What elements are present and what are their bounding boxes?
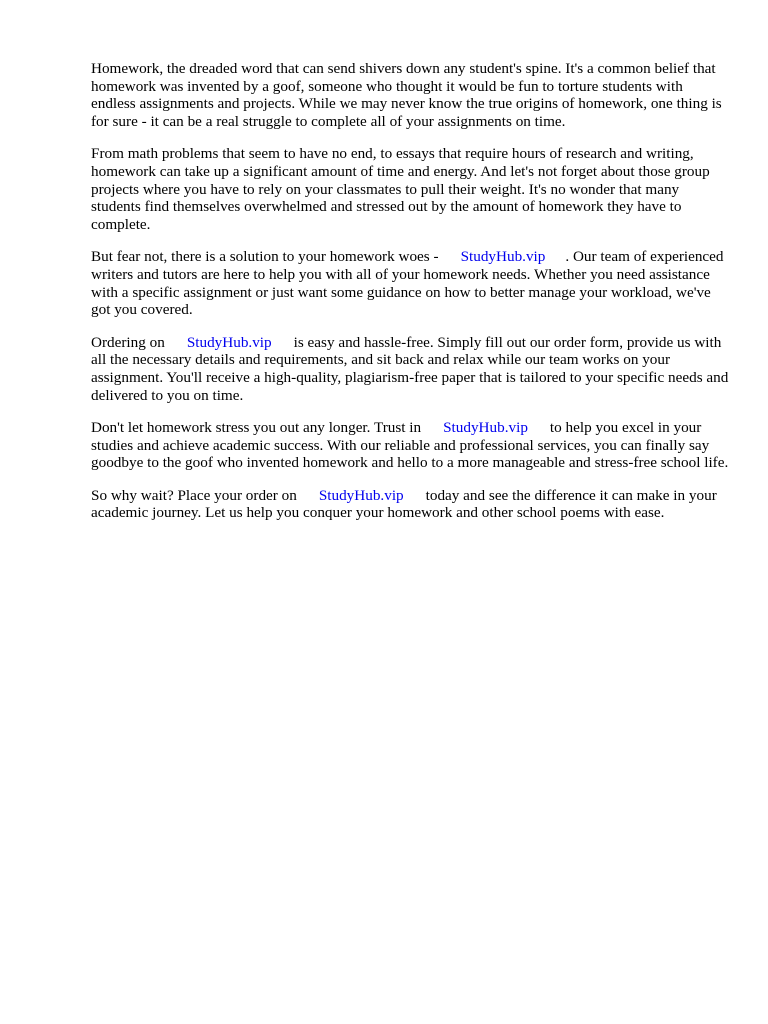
paragraph-trust: [91, 419, 731, 472]
paragraph-ordering: [91, 334, 731, 404]
paragraph-trust-text-after: to help you excel in your studies and achieve academic success. With our reliable and professional services, you can finally say goodbye to the goof who invented homework and hello to a more manageable and stress-free school life.: [91, 419, 729, 472]
paragraph-solution-text-after: . Our team of experienced writers and tutors are here to help you with all of your homework needs. Whether you need assistance with a specific assignment or just want some guidance on how to better manage your workload, we've got you covered.: [91, 248, 724, 319]
paragraph-intro: [91, 60, 731, 130]
studyhub-link[interactable]: StudyHub.vip: [460, 248, 546, 266]
studyhub-link[interactable]: StudyHub.vip: [318, 486, 404, 504]
paragraph-intro-text: Homework, the dreaded word that can send shivers down any student's spine. It's a common belief that homework was invented by a goof, someone who thought it would be fun to torture students with endless assignments and projects. While we may never know the true origins of homework, one thing is for sure - it can be a real struggle to complete all of your assignments on time.: [91, 60, 722, 130]
paragraph-ordering-text-after: is easy and hassle-free. Simply fill out our order form, provide us with all the necessary details and requirements, and sit back and relax while our team works on your assignment. You'll receive a high-quality, plagiarism-free paper that is tailored to your specific needs and delivered to you on time.: [91, 333, 729, 404]
paragraph-workload-text: From math problems that seem to have no end, to essays that require hours of research and writing, homework can take up a significant amount of time and energy. And let's not forget about those group projects where you have to rely on your classmates to pull their weight. It's no wonder that many students find themselves overwhelmed and stressed out by the amount of homework they have to complete.: [91, 145, 710, 233]
studyhub-link[interactable]: StudyHub.vip: [443, 419, 528, 437]
document-page: [91, 60, 731, 537]
paragraph-call-to-action: [91, 487, 731, 522]
paragraph-solution: [91, 248, 731, 318]
studyhub-link[interactable]: StudyHub.vip: [186, 333, 272, 351]
paragraph-call-to-action-text-before: So why wait? Place your order on: [91, 486, 297, 504]
paragraph-call-to-action-text-after: today and see the difference it can make in your academic journey. Let us help you conquer your homework and other school poems with ease.: [91, 486, 717, 522]
paragraph-ordering-text-before: Ordering on: [91, 333, 165, 351]
paragraph-workload: [91, 145, 731, 233]
paragraph-trust-text-before: Don't let homework stress you out any longer. Trust in: [91, 419, 422, 437]
paragraph-solution-text-before: But fear not, there is a solution to your homework woes -: [91, 248, 439, 266]
